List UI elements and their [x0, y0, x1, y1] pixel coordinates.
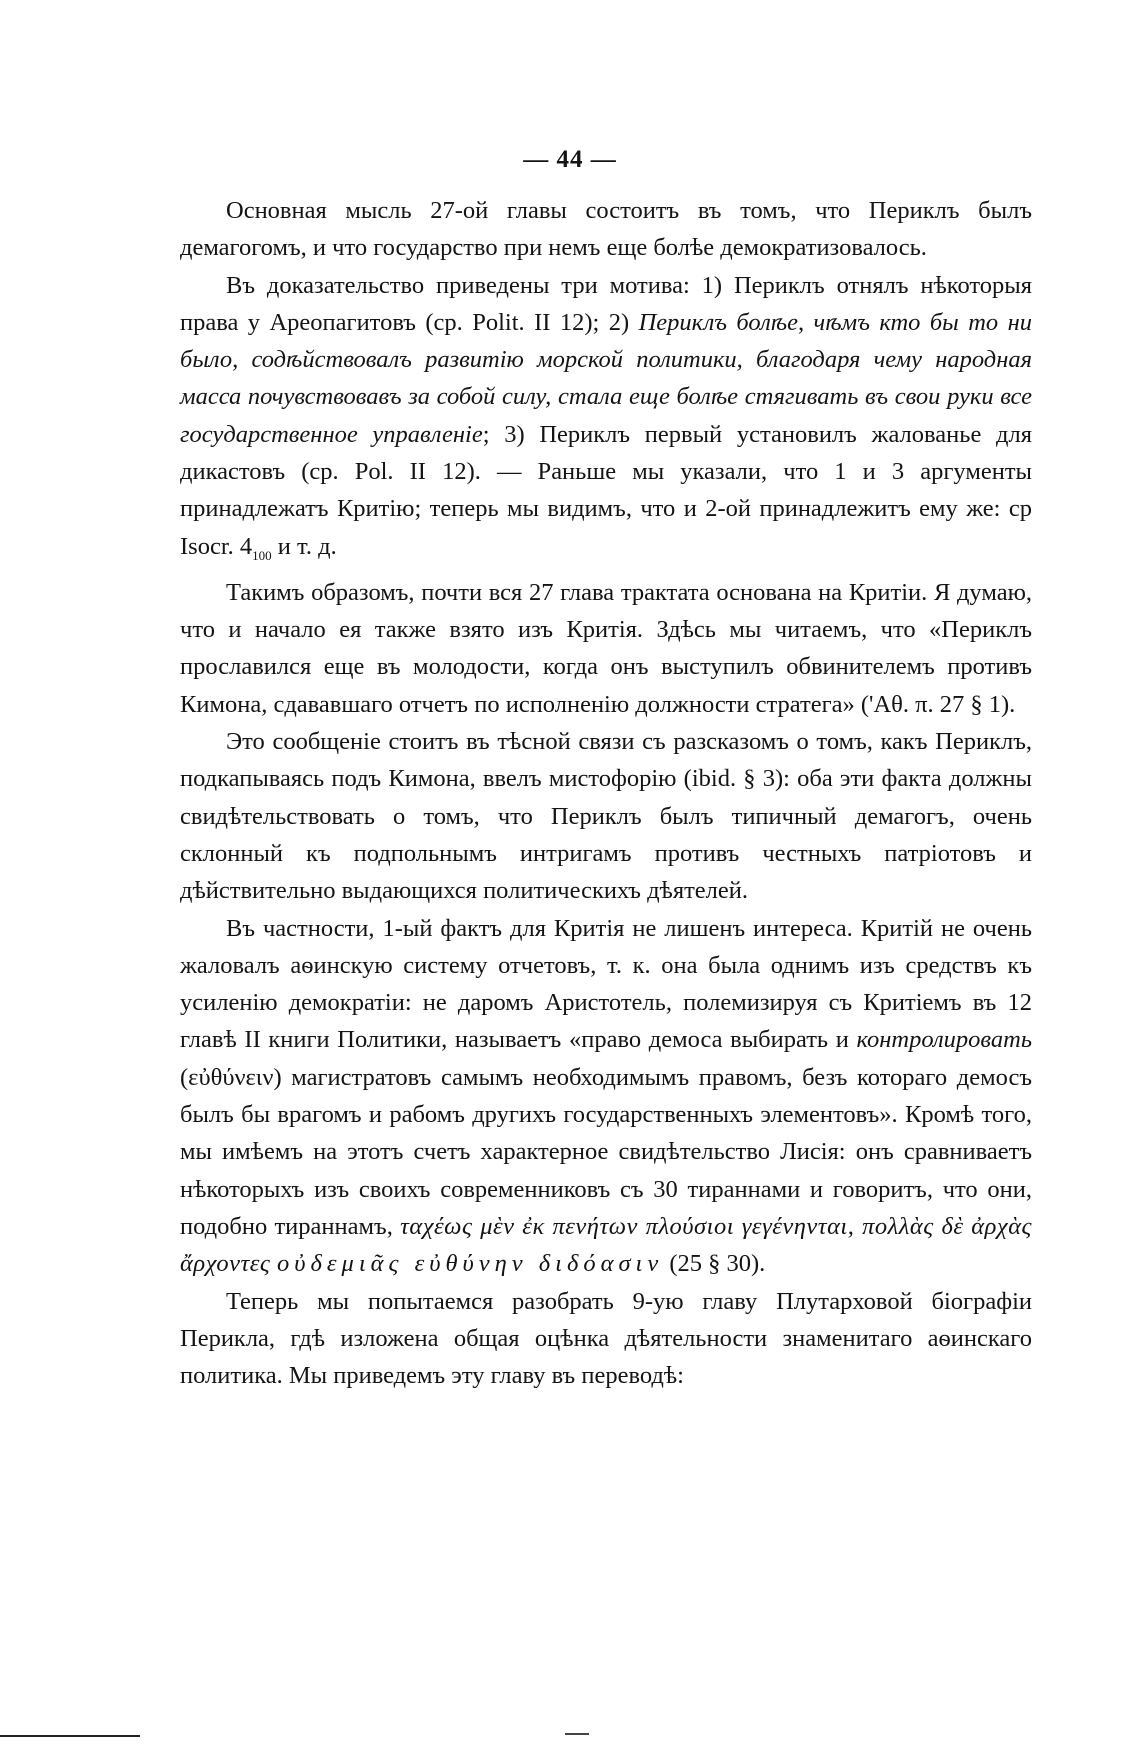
paragraph	[180, 574, 1032, 723]
text-run: Основная мысль 27-ой главы состоитъ въ томъ, что Периклъ былъ демагогомъ, и что государство при немъ еще болѣе демократизовалось.	[180, 197, 1032, 262]
paragraph	[180, 192, 1032, 267]
greek-quote: ταχέως μὲν ἐκ πενήτων πλούσιοι γεγένηνται, πολλὰς δὲ ἀρχὰς ἄρχοντες	[180, 1212, 1032, 1278]
text-run: Въ доказательство приведены три мотива: 1) Периклъ отнялъ нѣкоторыя права у Ареопагитовъ (ср. Polit. II 12); 2)	[180, 271, 1032, 336]
text-run: ; 3) Периклъ первый установилъ жалованье для дикастовъ (ср. Pol. II 12). — Раньше мы указали, что 1 и 3 аргументы принадлежатъ Критію; теперь мы видимъ, что и 2-ой принадлежитъ ему же: ср Isocr. 4	[180, 420, 1032, 560]
paragraph	[180, 910, 1032, 1283]
paragraph	[180, 1283, 1032, 1395]
italic-text-run: Периклъ болѣе, чѣмъ кто бы то ни было, содѣйствовалъ развитію морской политики, благодаря чему народная масса почувствовавъ за собой силу, стала еще болѣе стягивать въ свои руки все государственное управленіе	[180, 308, 1032, 448]
text-run: (εὐθύνειν) магистратовъ самымъ необходимымъ правомъ, безъ котораго демосъ былъ бы врагомъ и рабомъ другихъ государственныхъ элементовъ». Кромѣ того, мы имѣемъ на этотъ счетъ характерное свидѣтельство Лисія: онъ сравниваетъ нѣкоторыхъ изъ своихъ современниковъ съ 30 тираннами и говоритъ, что они, подобно тираннамъ,	[180, 1063, 1032, 1240]
text-run: (25 § 30).	[663, 1250, 766, 1278]
page-bottom-mark	[565, 1733, 589, 1735]
text-run: Въ частности, 1-ый фактъ для Критія не лишенъ интереса. Критій не очень жаловалъ аѳинскую систему отчетовъ, т. к. она была однимъ изъ средствъ къ усиленію демократіи: не даромъ Аристотель, полемизируя съ Критіемъ въ 12 главѣ II книги Политики, называетъ «право демоса выбирать и	[180, 914, 1032, 1054]
page-number: — 44 —	[523, 146, 617, 173]
paragraph	[180, 723, 1032, 909]
page-edge-rule	[0, 1735, 140, 1737]
paragraph	[180, 267, 1032, 574]
italic-text-run: контролировать	[856, 1026, 1032, 1054]
subscript-text-run: 100	[252, 547, 272, 563]
body-text	[180, 192, 1032, 1394]
text-run: Теперь мы попытаемся разобрать 9-ую главу Плутарховой біографіи Перикла, гдѣ изложена общая оцѣнка дѣятельности знаменитаго аѳинскаго политика. Мы приведемъ эту главу въ переводѣ:	[180, 1287, 1032, 1390]
greek-quote-spaced: οὐδεμιᾶς εὐθύνην διδόασιν	[277, 1250, 664, 1278]
text-run: Такимъ образомъ, почти вся 27 глава трактата основана на Критіи. Я думаю, что и начало ея также взято изъ Критія. Здѣсь мы читаемъ, что «Периклъ прославился еще въ молодости, когда онъ выступилъ обвинителемъ противъ Кимона, сдававшаго отчетъ по исполненію должности стратега» ('Αθ. π. 27 § 1).	[180, 578, 1032, 718]
text-run: Это сообщеніе стоитъ въ тѣсной связи съ разсказомъ о томъ, какъ Периклъ, подкапываясь подъ Кимона, ввелъ мистофорію (ibid. § 3): оба эти факта должны свидѣтельствовать о томъ, что Периклъ былъ типичный демагогъ, очень склонный къ подпольнымъ интригамъ противъ честныхъ патріотовъ и дѣйствительно выдающихся политическихъ дѣятелей.	[180, 728, 1032, 905]
text-run: и т. д.	[271, 532, 337, 560]
